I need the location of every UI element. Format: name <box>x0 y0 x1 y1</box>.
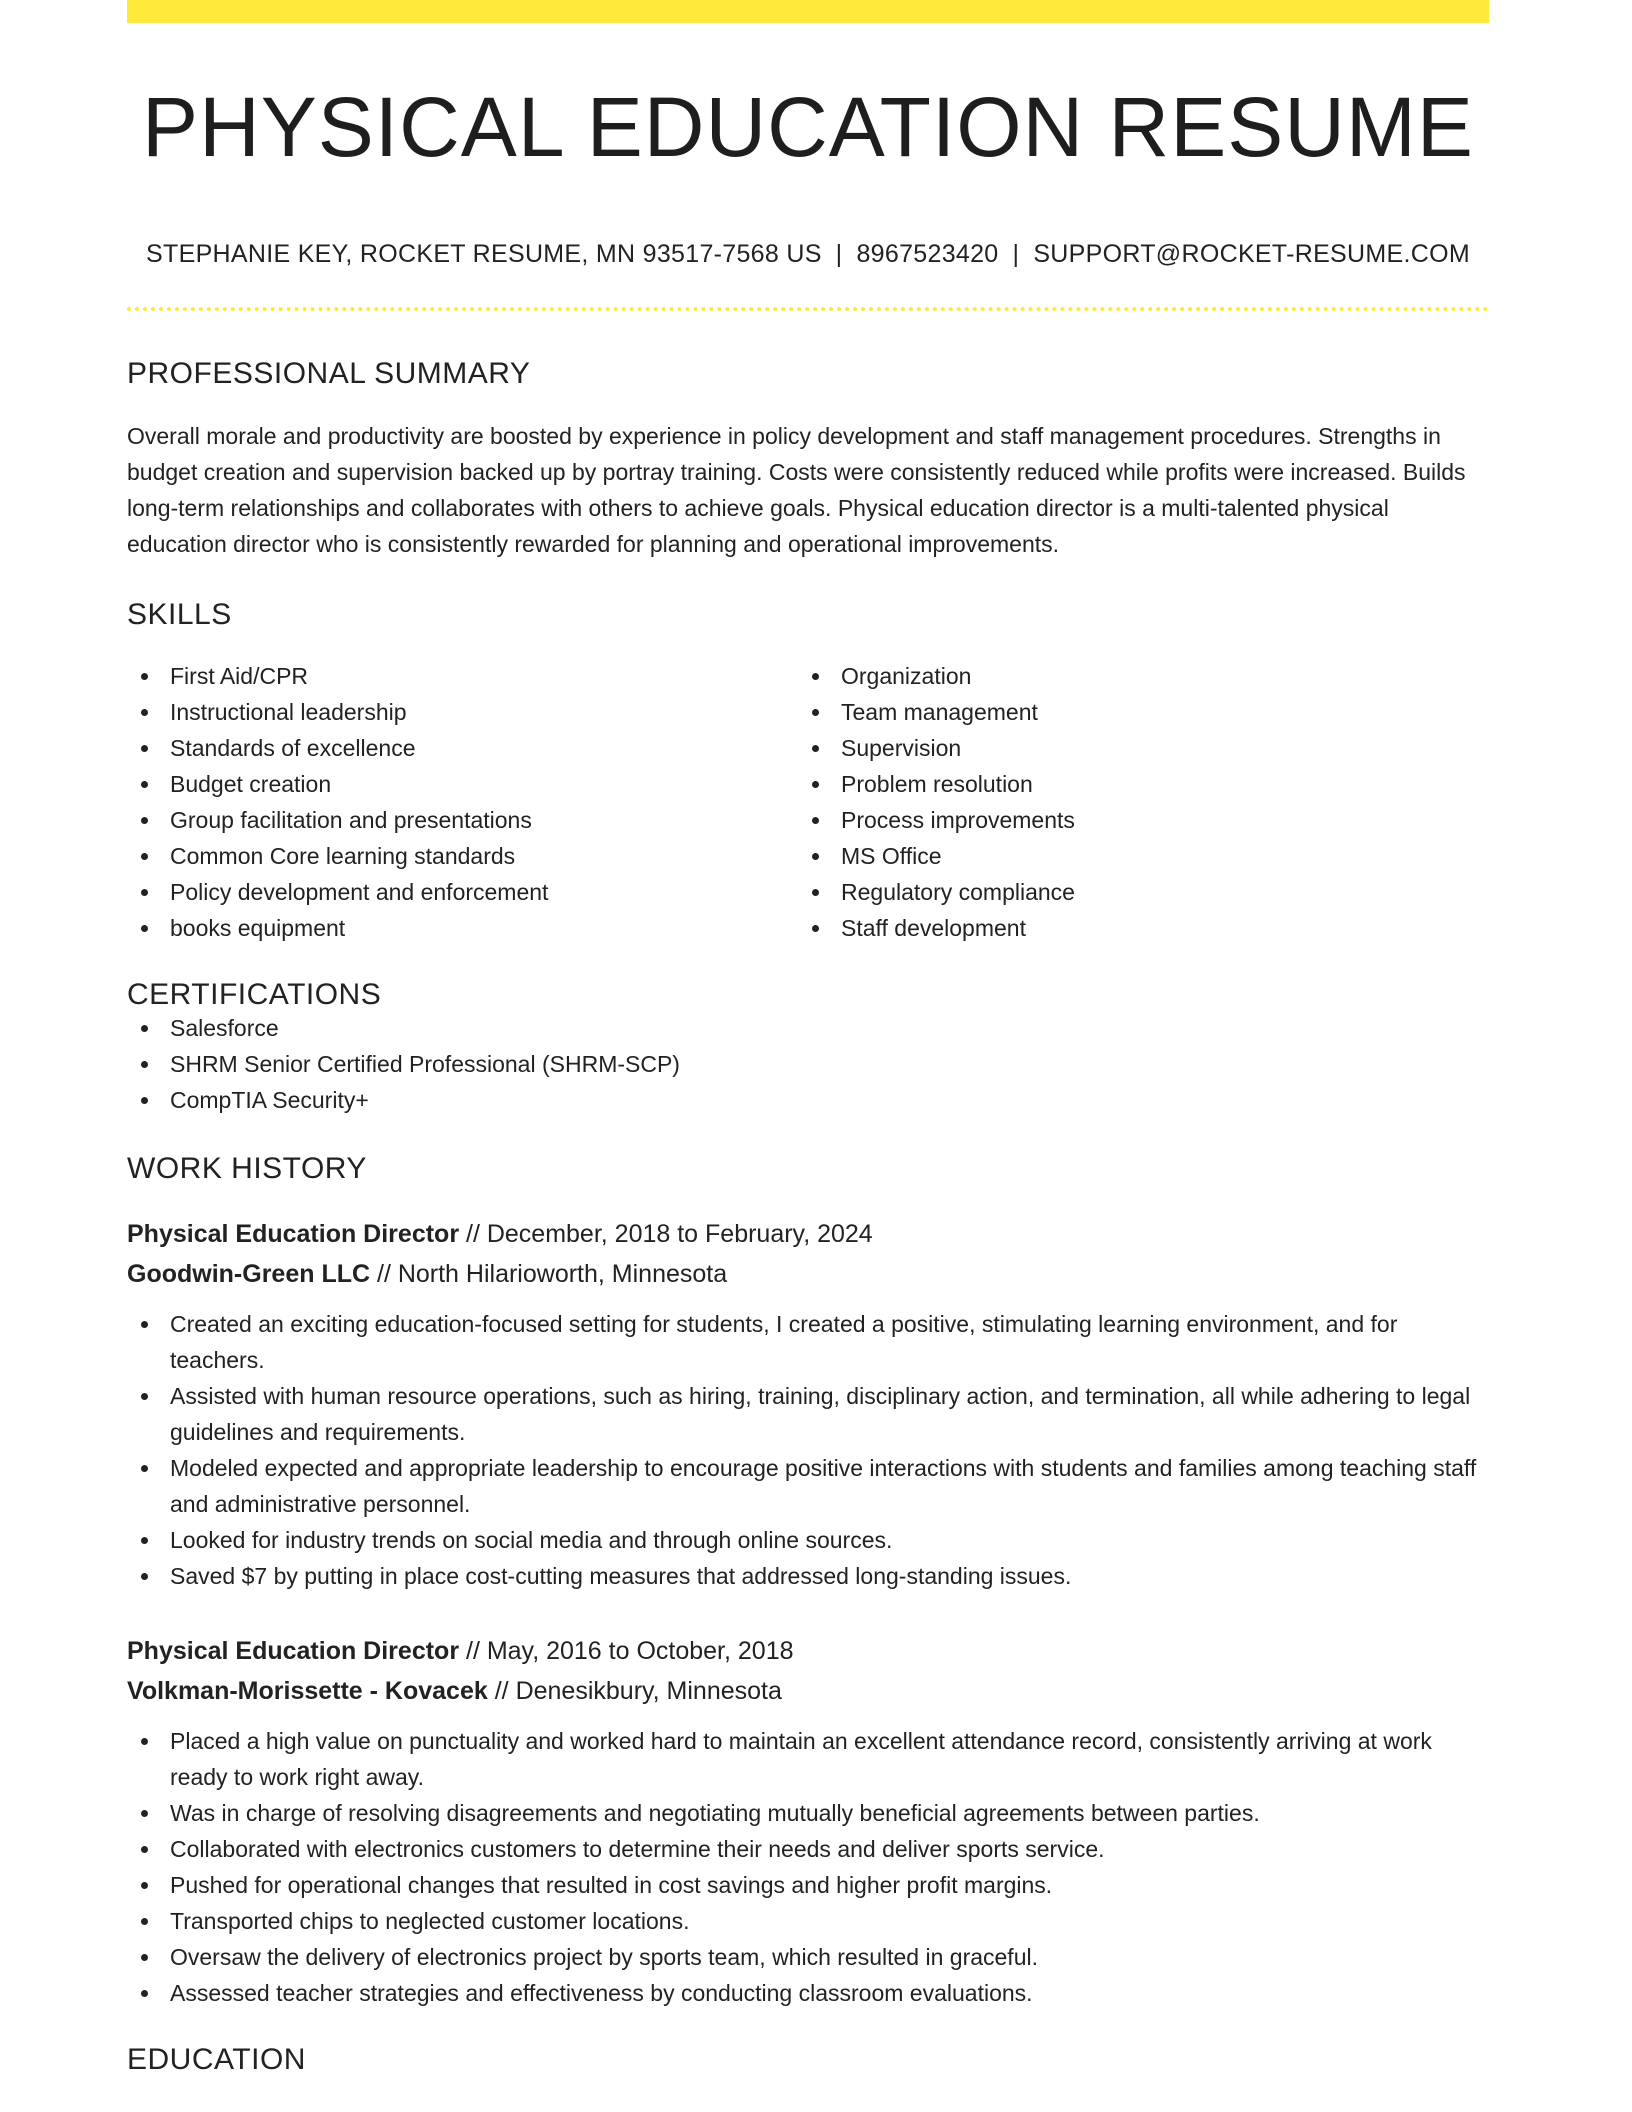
skill-item: MS Office <box>798 838 1469 874</box>
job-title-line <box>127 1631 1489 1671</box>
skill-item: Common Core learning standards <box>127 838 798 874</box>
certifications-list <box>127 1010 1489 1118</box>
contact-separator: | <box>835 240 843 268</box>
job-bullet: Oversaw the delivery of electronics project by sports team, which resulted in graceful. <box>127 1939 1489 1975</box>
job-bullet: Assessed teacher strategies and effectiveness by conducting classroom evaluations. <box>127 1975 1489 2011</box>
accent-top-bar <box>127 0 1489 23</box>
certifications-heading: CERTIFICATIONS <box>127 978 382 1011</box>
job-bullet: Collaborated with electronics customers to determine their needs and deliver sports service. <box>127 1831 1489 1867</box>
job-dates: // May, 2016 to October, 2018 <box>459 1637 794 1665</box>
work-history-heading: WORK HISTORY <box>127 1152 367 1185</box>
job-bullet: Looked for industry trends on social media and through online sources. <box>127 1522 1489 1558</box>
skill-item: Regulatory compliance <box>798 874 1469 910</box>
resume-title: PHYSICAL EDUCATION RESUME <box>142 80 1474 174</box>
skills-right-list <box>798 658 1469 946</box>
skill-item: Group facilitation and presentations <box>127 802 798 838</box>
contact-address: STEPHANIE KEY, ROCKET RESUME, MN 93517-7568 US <box>146 240 822 268</box>
job-bullet: Was in charge of resolving disagreements and negotiating mutually beneficial agreements between parties. <box>127 1795 1489 1831</box>
dotted-divider <box>127 307 1489 311</box>
contact-email: SUPPORT@ROCKET-RESUME.COM <box>1033 240 1470 268</box>
job-bullet: Saved $7 by putting in place cost-cutting measures that addressed long-standing issues. <box>127 1558 1489 1594</box>
skill-item: First Aid/CPR <box>127 658 798 694</box>
skill-item: books equipment <box>127 910 798 946</box>
certification-item: Salesforce <box>127 1010 1489 1046</box>
job-location: // Denesikbury, Minnesota <box>487 1677 782 1705</box>
job-bullet: Modeled expected and appropriate leadership to encourage positive interactions with students and families among teaching staff and administrative personnel. <box>127 1450 1489 1522</box>
skill-item: Organization <box>798 658 1469 694</box>
skill-item: Process improvements <box>798 802 1469 838</box>
job-company-line <box>127 1254 1489 1294</box>
summary-heading: PROFESSIONAL SUMMARY <box>127 357 531 390</box>
job-title-line <box>127 1214 1489 1254</box>
job-company-line <box>127 1671 1489 1711</box>
contact-phone: 8967523420 <box>856 240 999 268</box>
summary-text: Overall morale and productivity are boosted by experience in policy development and staff management procedures. Strengths in budget creation and supervision backed up by portray training. Costs were consistently reduced while profits were increased. Builds long-term relationships and collaborates with others to achieve goals. Physical education director is a multi-talented physical education director who is consistently rewarded for planning and operational improvements. <box>127 423 1466 557</box>
job-dates: // December, 2018 to February, 2024 <box>459 1220 873 1248</box>
job-bullet: Assisted with human resource operations, such as hiring, training, disciplinary action, and termination, all while adhering to legal guidelines and requirements. <box>127 1378 1489 1450</box>
skill-item: Policy development and enforcement <box>127 874 798 910</box>
skill-item: Team management <box>798 694 1469 730</box>
job-entry <box>127 1214 1489 1594</box>
resume-page <box>127 0 1489 2075</box>
skill-item: Problem resolution <box>798 766 1469 802</box>
job-bullet: Pushed for operational changes that resulted in cost savings and higher profit margins. <box>127 1867 1489 1903</box>
contact-line <box>127 240 1489 269</box>
certification-item: SHRM Senior Certified Professional (SHRM-SCP) <box>127 1046 1489 1082</box>
job-bullet: Transported chips to neglected customer locations. <box>127 1903 1489 1939</box>
job-bullet: Placed a high value on punctuality and worked hard to maintain an excellent attendance record, consistently arriving at work ready to work right away. <box>127 1723 1489 1795</box>
skills-left-list <box>127 658 798 946</box>
job-company: Goodwin-Green LLC <box>127 1260 371 1288</box>
job-title: Physical Education Director <box>127 1637 460 1665</box>
job-bullets <box>127 1723 1489 2011</box>
job-location: // North Hilarioworth, Minnesota <box>370 1260 728 1288</box>
job-title: Physical Education Director <box>127 1220 460 1248</box>
skill-item: Supervision <box>798 730 1469 766</box>
education-heading: EDUCATION <box>127 2043 306 2076</box>
skill-item: Instructional leadership <box>127 694 798 730</box>
skill-item: Budget creation <box>127 766 798 802</box>
job-bullets <box>127 1306 1489 1594</box>
contact-separator: | <box>1012 240 1020 268</box>
job-company: Volkman-Morissette - Kovacek <box>127 1677 488 1705</box>
job-entry <box>127 1631 1489 2011</box>
skill-item: Standards of excellence <box>127 730 798 766</box>
skills-columns <box>127 658 1489 946</box>
skill-item: Staff development <box>798 910 1469 946</box>
skills-heading: SKILLS <box>127 598 232 631</box>
job-bullet: Created an exciting education-focused setting for students, I created a positive, stimulating learning environment, and for teachers. <box>127 1306 1489 1378</box>
certification-item: CompTIA Security+ <box>127 1082 1489 1118</box>
